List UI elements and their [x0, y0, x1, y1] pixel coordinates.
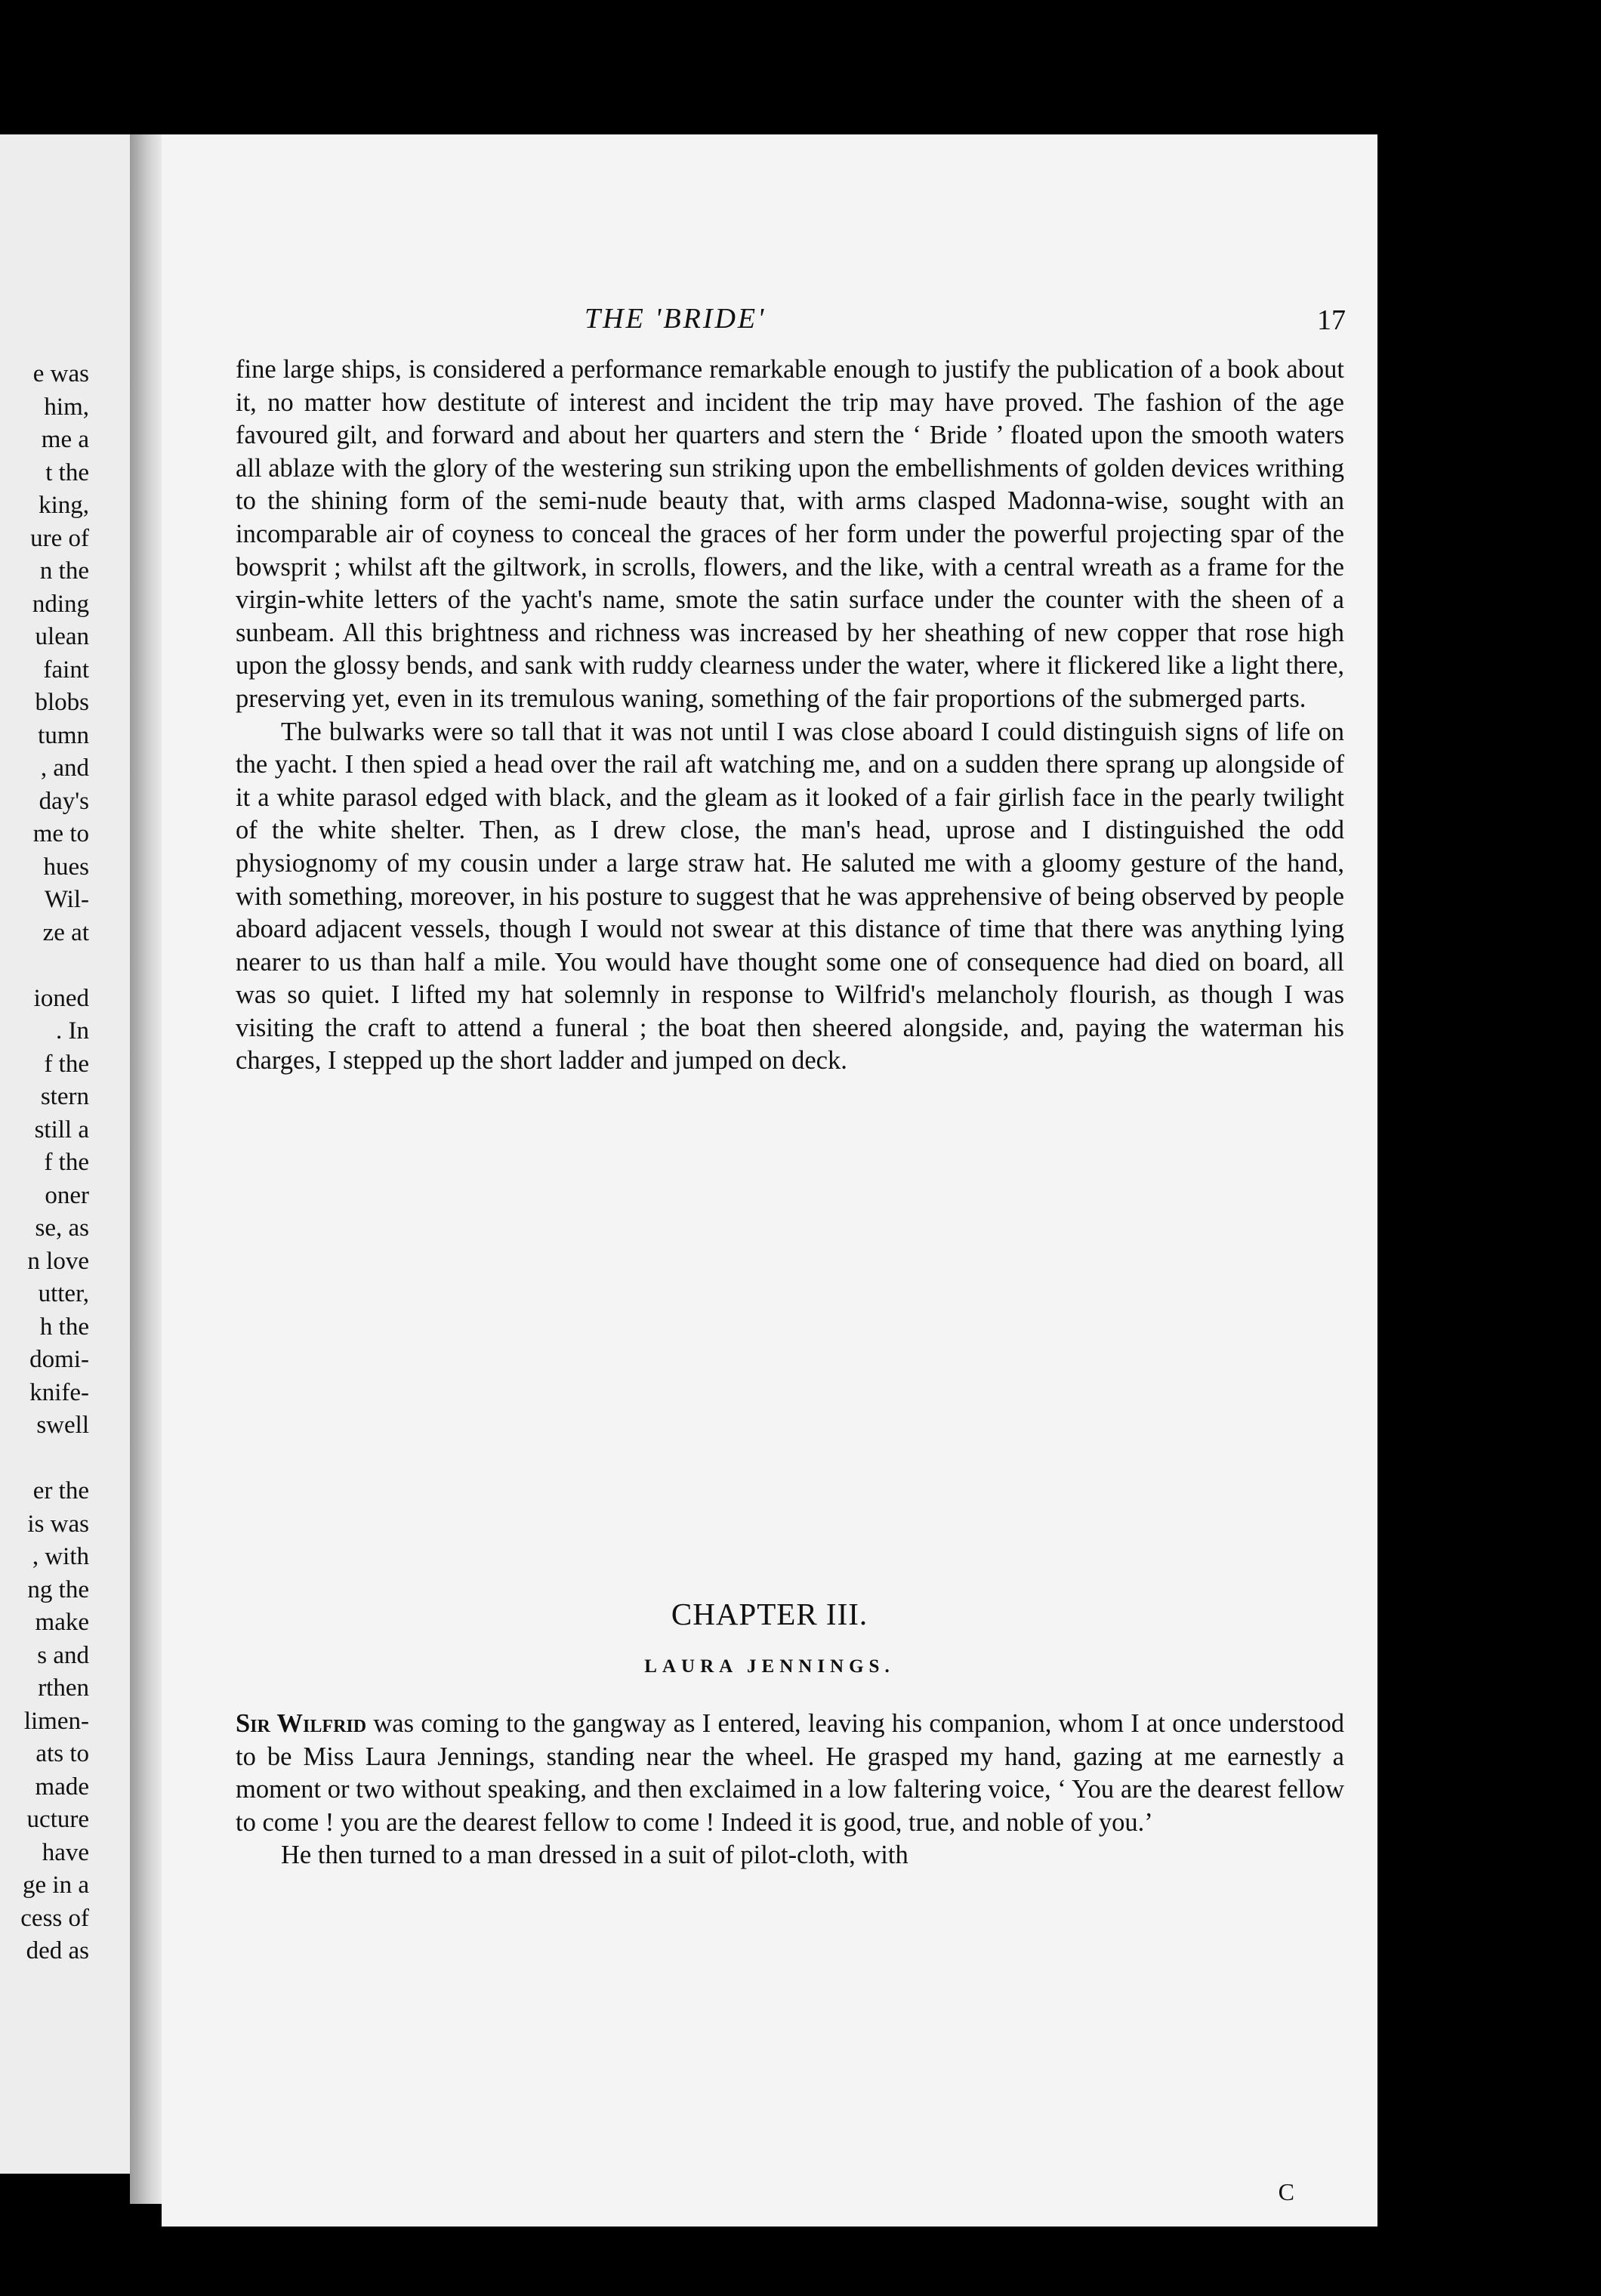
facing-page-line: me to — [32, 820, 89, 847]
facing-page-line: ucture — [26, 1806, 89, 1833]
facing-page-line: ng the — [27, 1575, 89, 1603]
facing-page-line: rthen — [38, 1674, 89, 1702]
facing-page-line: him, — [44, 393, 89, 421]
facing-page-line: domi- — [29, 1346, 89, 1373]
facing-page-line: ats to — [35, 1740, 89, 1767]
facing-page-line: ioned — [33, 984, 89, 1012]
body-text-section-2 — [236, 1708, 1344, 1872]
facing-page-line: limen- — [23, 1707, 89, 1735]
facing-page-line: made — [35, 1773, 89, 1801]
chapter-subtitle: LAURA JENNINGS. — [644, 1656, 895, 1677]
paragraph: fine large ships, is considered a performance remarkable enough to justify the publication of a book about it, no matter how destitute of interest and incident the trip may have proved. The fashion of the age favoured gilt, and forward and about her quarters and stern the ‘ Bride ’ floated upon the smooth waters all ablaze with the glory of the westering sun striking upon the embellishments of golden devices writhing to the shining form of the semi-nude beauty that, with arms clasped Madonna-wise, sought with an incomparable air of coyness to conceal the graces of her form under the powerful projecting spar of the bowsprit ; whilst aft the giltwork, in scrolls, flowers, and the like, with a central wreath as a frame for the virgin-white letters of the yacht's name, smote the satin surface under the counter with the sheen of a sunbeam. All this brightness and richness was increased by her sheathing of new copper that rose high upon the glossy bends, and sank with ruddy clearness under the water, where it flickered like a light there, preserving yet, even in its tremulous waning, something of the fair proportions of the submerged parts. — [236, 355, 1344, 713]
facing-page-line: ure of — [30, 524, 89, 552]
facing-page-line: ulean — [35, 623, 89, 650]
running-head — [162, 302, 1377, 344]
facing-page-line: ded as — [26, 1937, 89, 1964]
facing-page-line: still a — [34, 1116, 89, 1143]
running-title: THE 'BRIDE' — [585, 303, 767, 335]
facing-page-line: hues — [43, 853, 89, 881]
facing-page-fragment — [0, 134, 130, 2174]
body-text-section-1 — [236, 353, 1344, 1078]
facing-page-line: ze at — [42, 918, 89, 946]
facing-page-line: stern — [40, 1083, 89, 1110]
facing-page-line: knife- — [29, 1378, 89, 1406]
facing-page-lines — [0, 358, 89, 1968]
facing-page-line: ge in a — [23, 1872, 89, 1899]
facing-page-line: . In — [56, 1017, 89, 1045]
facing-page-line: , with — [32, 1543, 89, 1570]
facing-page-line: is was — [27, 1510, 89, 1538]
facing-page-line: f the — [44, 1050, 89, 1078]
chapter-title: CHAPTER III. — [671, 1597, 868, 1631]
facing-page-line: swell — [36, 1412, 89, 1439]
facing-page-line: Wil- — [44, 886, 89, 913]
facing-page-line: oner — [45, 1181, 89, 1209]
paragraph-text: was coming to the gangway as I entered, leaving his companion, whom I at once understood to be Miss Laura Jennings, standing near the wheel. He grasped my hand, gazing at me earnestly a moment or two without speaking, and then exclaimed in a low faltering voice, ‘ You are the dearest fellow to come ! you are the dearest fellow to come ! Indeed it is good, true, and noble of you.’ — [236, 1709, 1345, 1837]
facing-page-line: t the — [45, 458, 89, 486]
facing-page-gap — [0, 1443, 89, 1476]
facing-page-line: faint — [43, 656, 89, 684]
facing-page-line: s and — [37, 1641, 89, 1669]
paragraph — [236, 1708, 1344, 1839]
facing-page-line: nding — [32, 590, 89, 618]
facing-page-line: cess of — [20, 1904, 89, 1932]
book-gutter — [130, 134, 162, 2204]
facing-page-line: have — [42, 1838, 89, 1866]
paragraph: He then turned to a man dressed in a suit of pilot-cloth, with — [281, 1841, 908, 1870]
signature-mark: C — [1278, 2178, 1294, 2205]
facing-page-line: se, as — [35, 1214, 89, 1242]
facing-page-line: e was — [32, 360, 89, 387]
facing-page-line: er the — [32, 1477, 89, 1504]
facing-page-line: me a — [41, 426, 89, 453]
paragraph-lead-words: Sir Wilfrid — [236, 1709, 367, 1738]
facing-page-line: blobs — [35, 689, 89, 716]
facing-page-line: king, — [39, 492, 89, 519]
page-number: 17 — [1317, 304, 1346, 336]
facing-page-line: n love — [27, 1247, 89, 1275]
book-page — [162, 134, 1377, 2227]
facing-page-line: n the — [39, 557, 89, 585]
paragraph: The bulwarks were so tall that it was not until I was close aboard I could distinguish signs of life on the yacht. I then spied a head over the rail aft watching me, and on a sudden there sprang up alongside of it a white parasol edged with black, and the gleam as it looked of a fair girlish face in the pearly twilight of the white shelter. Then, as I drew close, the man's head, uprose and I distinguished the odd physiognomy of my cousin under a large straw hat. He saluted me with a gloomy gesture of the hand, with something, moreover, in his posture to suggest that he was apprehensive of being observed by people aboard adjacent vessels, though I would not swear at this distance of time that there was anything lying nearer to us than half a mile. You would have thought some one of consequence had died on board, all was so quiet. I lifted my hat solemnly in response to Wilfrid's melancholy flourish, as though I was visiting the craft to attend a funeral ; the boat then sheered alongside, and, paying the waterman his charges, I stepped up the short ladder and jumped on deck. — [236, 717, 1344, 1075]
facing-page-line: f the — [44, 1149, 89, 1176]
facing-page-line: make — [35, 1609, 89, 1636]
facing-page-line: tumn — [38, 721, 89, 749]
facing-page-line: , and — [40, 755, 89, 782]
facing-page-gap — [0, 949, 89, 983]
facing-page-line: day's — [39, 787, 89, 815]
facing-page-line: utter, — [38, 1280, 89, 1307]
facing-page-line: h the — [39, 1313, 89, 1341]
